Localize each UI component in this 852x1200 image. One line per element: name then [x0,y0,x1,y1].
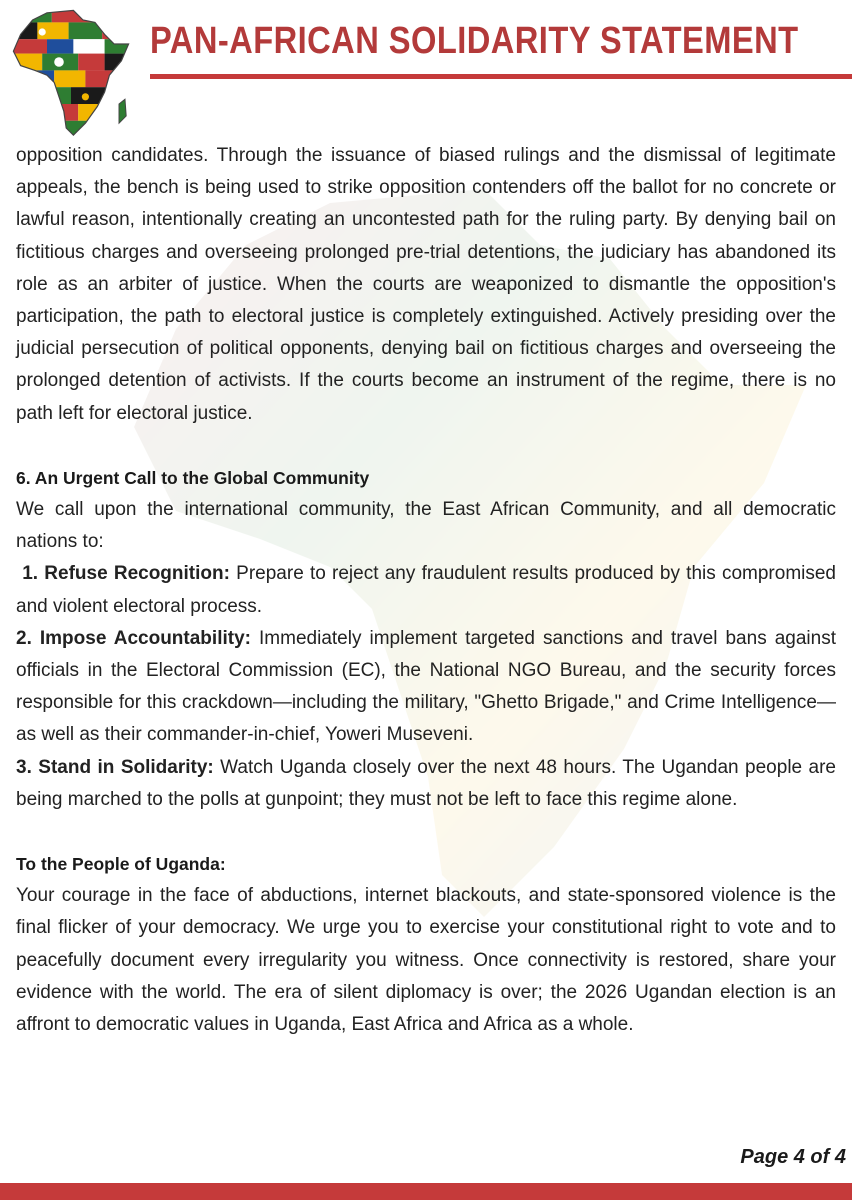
call-item-impose-accountability [16,623,836,752]
call-item-stand-in-solidarity [16,752,836,816]
intro-paragraph: opposition candidates. Through the issuance of biased rulings and the dismissal of legitimate appeals, the bench is being used to strike opposition contenders off the ballot for no concrete or lawful reason, intentionally creating an uncontested path for the ruling party. By denying bail on fictitious charges and overseeing prolonged pre-trial detentions, the judiciary has abandoned its role as an arbiter of justice. When the courts are weaponized to dismantle the opposition's participation, the path to electoral justice is completely extinguished. Actively presiding over the judicial persecution of political opponents, denying bail on fictitious charges and overseeing the prolonged detention of activists. If the courts become an instrument of the regime, there is no path left for electoral justice. [16,145,836,424]
section-intro: We call upon the international community, the East African Community, and all democratic nations to: [16,499,836,553]
call-item-refuse-recognition [16,558,836,622]
item-lead: 1. Refuse Recognition: [22,563,230,585]
people-paragraph: Your courage in the face of abductions, internet blackouts, and state-sponsored violence is the final flicker of your democracy. We urge you to exercise your constitutional right to vote and to peacefully document every irregularity you witness. Once connectivity is restored, share your evidence with the world. The era of silent diplomacy is over; the 2026 Ugandan election is an affront to democratic values in Uganda, East Africa and Africa as a whole. [16,885,836,1036]
section-heading: 6. An Urgent Call to the Global Community [16,467,370,488]
africa-flags-logo [10,8,132,140]
spacer [16,816,836,848]
spacer [16,430,836,462]
item-text: Watch Uganda closely over the next 48 hours. The Ugandan people are being marched to the polls at gunpoint; they must not be left to face this regime alone. [16,756,837,810]
item-text: Prepare to reject any fraudulent results produced by this compromised and violent electoral process. [16,563,836,617]
item-lead: 2. Impose Accountability: [16,627,251,649]
page-title: PAN-AFRICAN SOLIDARITY STATEMENT [150,20,799,62]
header-rule [150,74,852,79]
page-number: Page 4 of 4 [740,1146,846,1168]
people-heading: To the People of Uganda: [16,854,226,875]
item-lead: 3. Stand in Solidarity: [16,756,214,778]
footer-rule [0,1183,852,1200]
item-text: Immediately implement targeted sanctions and travel bans against officials in the Electoral Commission (EC), the National NGO Bureau, and the security forces responsible for this crackdown—including the military, "Ghetto Brigade," and Crime Intelligence—as well as their commander-in-chief, Yoweri Museveni. [16,627,837,746]
statement-body [16,140,836,1041]
